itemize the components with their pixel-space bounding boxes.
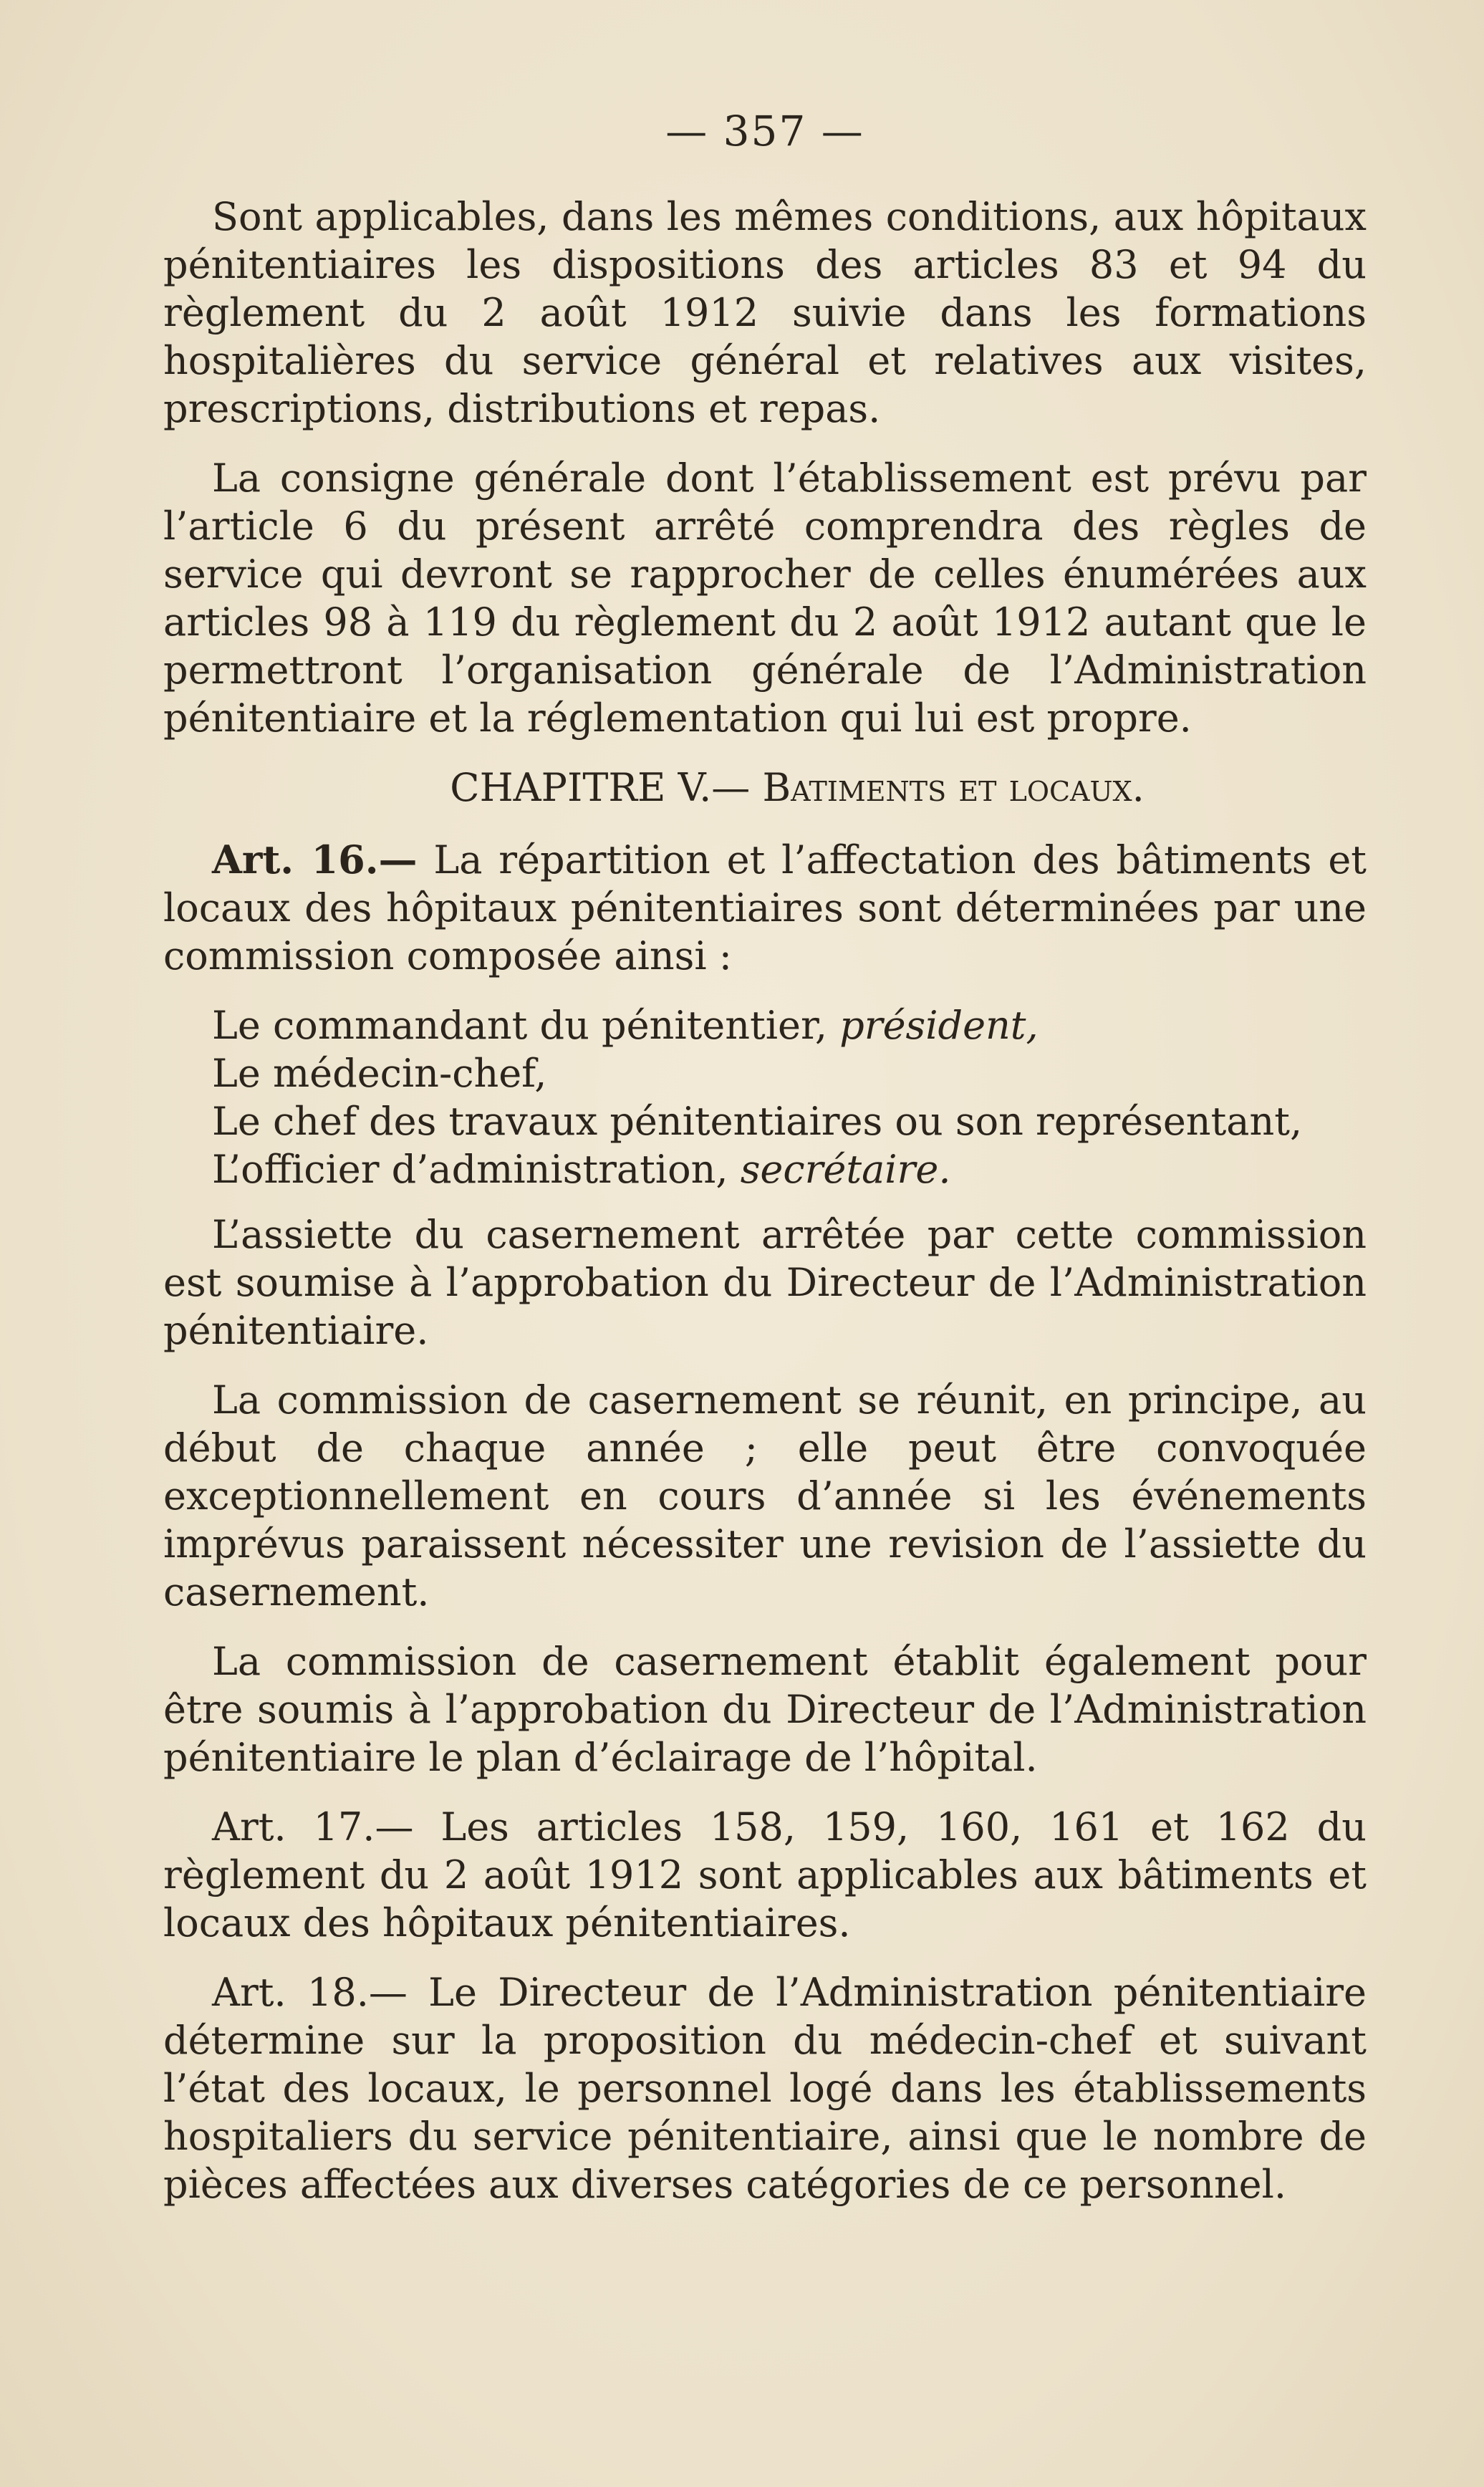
chapter-heading: [163, 764, 1367, 812]
commission-member-role: président,: [839, 1003, 1039, 1048]
chapter-prefix: CHAPITRE V.—: [450, 765, 751, 810]
paragraph-consigne: La consigne générale dont l’établissement est prévu par l’article 6 du présent arrêté comprendra des règles de service qui devront se rapprocher de celles énumérées aux articles 98 à 119 du règlement du 2 août 1912 autant que le permettront l’organisation générale de l’Administration pénitentiaire et la réglementation qui lui est propre.: [163, 456, 1367, 741]
article-17-label: Art. 17.—: [212, 1804, 414, 1849]
article-17: [163, 1803, 1367, 1947]
commission-member-text: Le chef des travaux pénitentiaires ou son représentant,: [212, 1099, 1303, 1144]
commission-list: [163, 1001, 1367, 1193]
commission-member-text: L’officier d’administration,: [212, 1147, 741, 1192]
article-18-label: Art. 18.—: [212, 1970, 408, 2015]
article-17-text: Les articles 158, 159, 160, 161 et 162 du règlement du 2 août 1912 sont applicables aux bâtiments et locaux des hôpitaux pénitentiaires.: [163, 1804, 1367, 1945]
article-18-text: Le Directeur de l’Administration pénitentiaire détermine sur la proposition du médecin-chef et suivant l’état des locaux, le personnel logé dans les établissements hospitaliers du service pénitentiaire, ainsi que le nombre de pièces affectées aux diverses catégories de ce personnel.: [163, 1970, 1367, 2207]
article-18: [163, 1968, 1367, 2208]
paragraph-assiette: L’assiette du casernement arrêtée par cette commission est soumise à l’approbation du Directeur de l’Administration pénitentiaire.: [163, 1212, 1367, 1353]
commission-member: [163, 1001, 1367, 1049]
paragraph-reunion: La commission de casernement se réunit, en principe, au début de chaque année ; elle peut être convoquée exceptionnellement en cours d’année si les événements imprévus paraissent nécessiter une revision de l’assiette du casernement.: [163, 1377, 1367, 1615]
commission-member-role: secrétaire.: [740, 1147, 951, 1192]
page-number: — 357 —: [665, 107, 864, 155]
commission-member: [163, 1145, 1367, 1193]
commission-member-text: Le commandant du pénitentier,: [212, 1003, 840, 1048]
page-body: [163, 107, 1367, 2230]
commission-member-text: Le médecin-chef,: [212, 1051, 547, 1096]
chapter-title: Batiments et locaux.: [762, 765, 1145, 810]
article-16: [163, 836, 1367, 980]
paragraph-applicables: Sont applicables, dans les mêmes conditions, aux hôpitaux pénitentiaires les dispositions des articles 83 et 94 du règlement du 2 août 1912 suivie dans les formations hospitalières du service général et relatives aux visites, prescriptions, distributions et repas.: [163, 194, 1367, 431]
commission-member: [163, 1097, 1367, 1145]
article-16-label: Art. 16.—: [212, 837, 418, 882]
article-16-text: La répartition et l’affectation des bâtiments et locaux des hôpitaux pénitentiaires sont déterminées par une commission composée ainsi :: [163, 837, 1367, 978]
commission-member: [163, 1049, 1367, 1097]
paragraph-eclairage: La commission de casernement établit également pour être soumis à l’approbation du Directeur de l’Administration pénitentiaire le plan d’éclairage de l’hôpital.: [163, 1639, 1367, 1780]
